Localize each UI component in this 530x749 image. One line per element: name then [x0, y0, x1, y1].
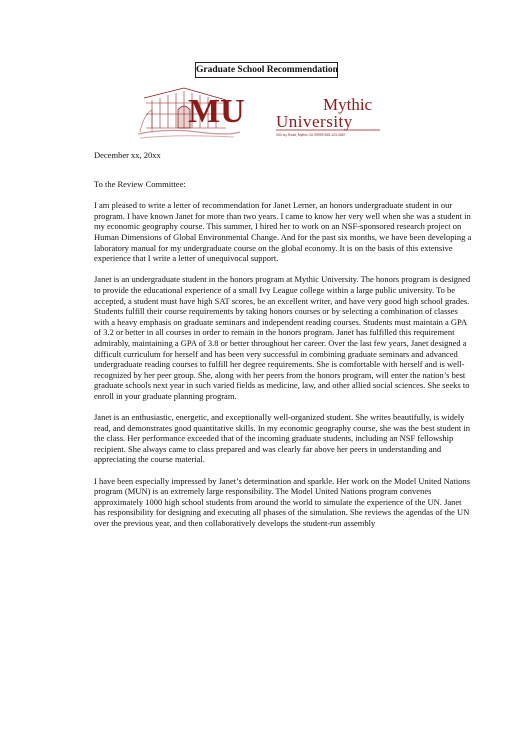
letter-paragraph: I have been especially impressed by Janet’s determination and sparkle. Her work on the Model United Nations program (MUN) is an extremely large responsibility. The Model United Nations program convenes approximately 1000 high school students from around the world to simulate the experience of the UN. Janet has responsibility for designing and executing all phases of the simulation. She reviews the agendas of the UN over the previous year, and then collaboratively develops the student-run assembly: [94, 475, 471, 528]
letter-salutation: To the Review Committee:: [94, 178, 186, 189]
logo-line-university: University: [276, 112, 353, 131]
university-address: 253 Ivy Road, Mythic CA 99999 555-123-4567: [276, 133, 346, 137]
logo-line-mythic: Mythic: [323, 95, 373, 114]
letter-body: [94, 150, 474, 539]
logo-mu: MU: [188, 93, 245, 130]
letter-paragraph: Janet is an undergraduate student in the honors program at Mythic University. The honors program is designed to provide the educational experience of a small Ivy League college within a large public university. To be accepted, a student must have high SAT scores, be an excellent writer, and have very good high school grades. Students fulfill their course requirements by taking honors courses or by selecting a combination of classes with a heavy emphasis on graduate seminars and independent reading courses. Students must maintain a GPA of 3.2 or better in all courses in order to remain in the honors program. Janet has fulfilled this requirement admirably, maintaining a GPA of 3.8 or better throughout her career. Over the last few years, Janet designed a difficult curriculum for herself and has been very successful in combining graduate seminars and advanced undergraduate reading courses to fulfill her degree requirements. She is comfortable with herself and is well-recognized by her peer group. She, along with her peers from the honors program, will enter the nation’s best graduate schools next year in such varied fields as medicine, law, and other allied social sciences. She seeks to enroll in your graduate planning program.: [94, 274, 471, 401]
letter-date: December xx, 20xx: [94, 150, 161, 160]
document-title: Graduate School Recommendation: [195, 62, 338, 78]
letter-paragraph: Janet is an enthusiastic, energetic, and exceptionally well-organized student. She writes beautifully, is widely read, and demonstrates good quantitative skills. In my economic geography course, she was the best student in the class. Her performance exceeded that of the incoming graduate students, including an NSF fellowship recipient. She always came to class prepared and was clearly far above her peers in understanding and appreciating the course material.: [94, 412, 471, 465]
university-letterhead: [138, 84, 388, 140]
letter-paragraph: I am pleased to write a letter of recommendation for Janet Lerner, an honors undergraduate student in our program. I have known Janet for more than two years. I came to know her very well when she was a student in my economic geography course. This summer, I hired her to work on an NSF-sponsored research project on Human Dimensions of Global Environmental Change. And for the past six months, we have been developing a laboratory manual for my undergraduate course on the global economy. It is on the basis of this extensive experience that I write a letter of unequivocal support.: [94, 200, 472, 264]
